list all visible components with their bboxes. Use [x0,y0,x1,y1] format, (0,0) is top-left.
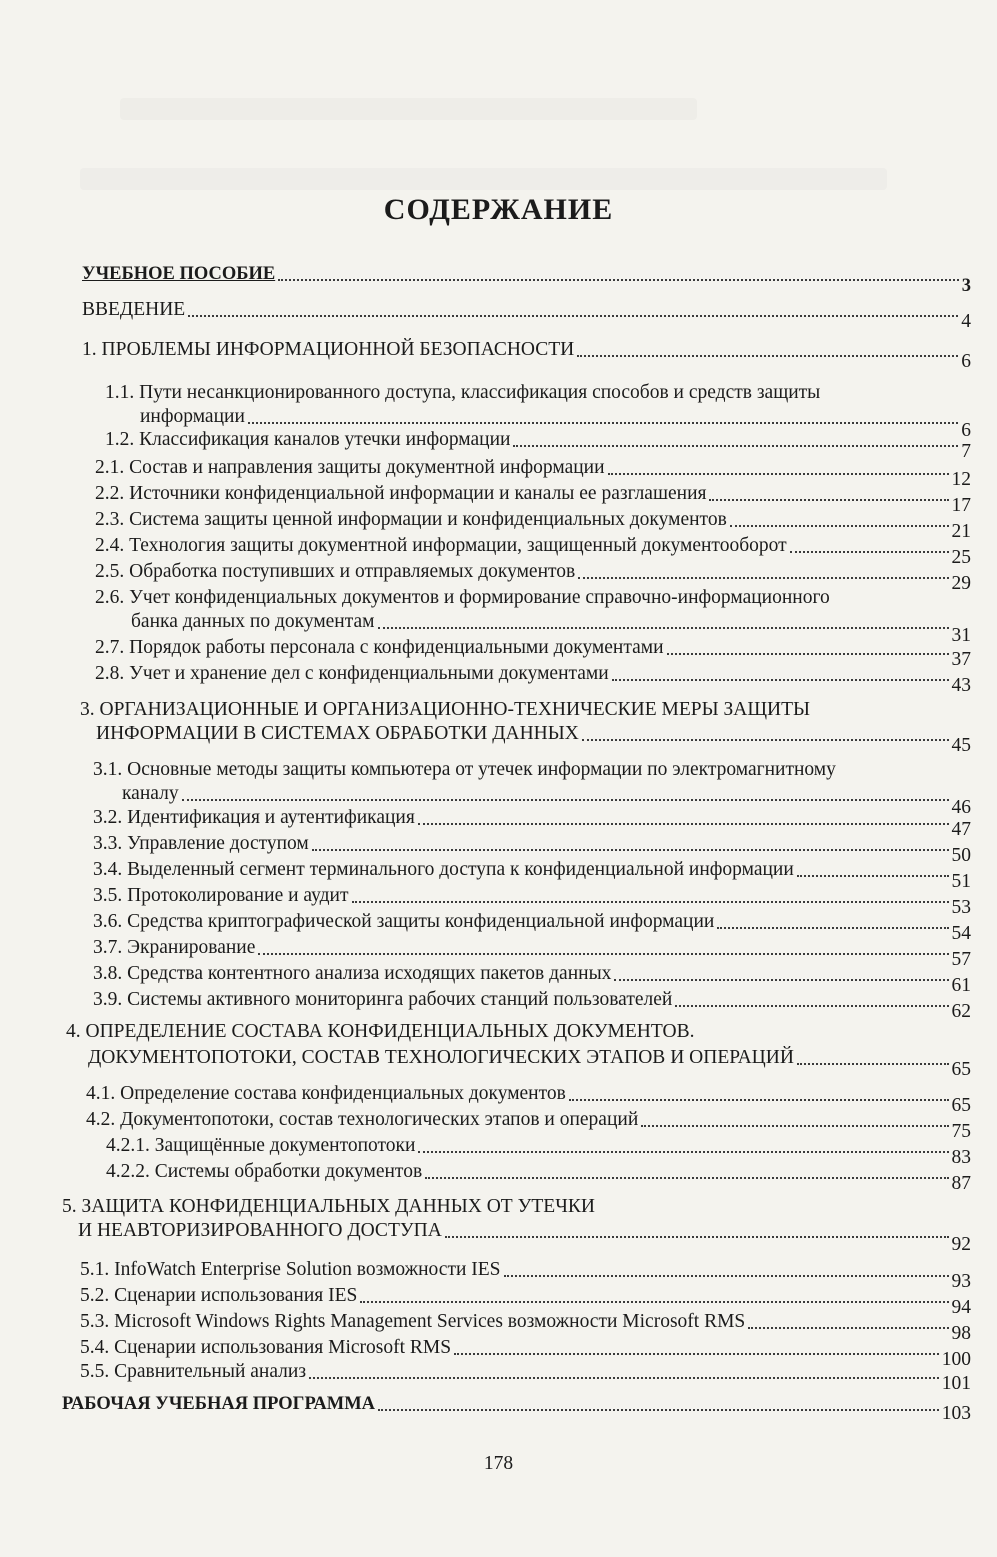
toc-entry [95,636,971,670]
toc-page-number: 4 [961,311,971,332]
toc-entry-label: 1. ПРОБЛЕМЫ ИНФОРМАЦИОННОЙ БЕЗОПАСНОСТИ [82,339,575,360]
toc-page-number: 53 [951,897,971,918]
bleed-through [80,168,887,190]
toc-entry-label: 5.2. Сценарии использования IES [80,1285,358,1306]
toc-entry-label: 2.1. Состав и направления защиты документной информации [95,457,605,478]
toc-entry-label: 4.2.1. Защищённые документопотоки [106,1135,416,1156]
toc-page-number: 83 [951,1147,971,1168]
toc-entry-label: каналу [122,783,179,804]
toc-entry-label: ВВЕДЕНИЕ [82,299,186,320]
leader-dots [641,1125,948,1127]
toc-entry [80,1284,971,1318]
toc-page-number: 47 [951,819,971,840]
toc-page-number: 7 [961,441,971,462]
toc-entry-label: 3.9. Системы активного мониторинга рабочих станций пользователей [93,989,673,1010]
toc-entry-label: 3.4. Выделенный сегмент терминального доступа к конфиденциальной информации [93,859,794,880]
toc-page-number: 100 [941,1349,971,1370]
toc-entry [93,936,971,970]
toc-entry-label: банка данных по документам [131,611,375,632]
toc-entry-label: 3. ОРГАНИЗАЦИОННЫЕ И ОРГАНИЗАЦИОННО-ТЕХНИЧЕСКИЕ МЕРЫ ЗАЩИТЫ [80,699,811,720]
toc-entry [82,338,971,372]
toc-entry-label: информации [140,406,245,427]
toc-page-number: 61 [951,975,971,996]
toc-entry-label: 5. ЗАЩИТА КОНФИДЕНЦИАЛЬНЫХ ДАННЫХ ОТ УТЕЧКИ [62,1196,595,1217]
toc-entry [80,1360,971,1394]
leader-dots [612,679,949,681]
toc-entry-label: 4. ОПРЕДЕЛЕНИЕ СОСТАВА КОНФИДЕНЦИАЛЬНЫХ ДОКУМЕНТОВ. [66,1021,695,1042]
leader-dots [188,315,958,317]
toc-entry [131,610,971,646]
toc-entry-label: 4.1. Определение состава конфиденциальных документов [86,1083,566,1104]
toc-entry [95,456,971,490]
toc-entry-label: 2.4. Технология защиты документной информации, защищенный документооборот [95,535,787,556]
leader-dots [513,445,958,447]
toc-page-number: 25 [951,547,971,568]
toc-entry-label: РАБОЧАЯ УЧЕБНАЯ ПРОГРАММА [62,1394,376,1414]
toc-entry-label: 3.1. Основные методы защиты компьютера от утечек информации по электромагнитному [93,759,836,780]
toc-page-number: 6 [961,351,971,372]
toc-entry [93,806,971,840]
toc-entry [93,858,971,892]
toc-page-number: 21 [951,521,971,542]
toc-entry [82,298,971,332]
leader-dots [352,901,949,903]
leader-dots [378,1409,939,1411]
toc-entry-label: 1.2. Классификация каналов утечки информации [105,429,511,450]
toc-page-number: 103 [941,1403,971,1424]
toc-page-number: 93 [951,1271,971,1292]
leader-dots [425,1177,948,1179]
leader-dots [360,1301,948,1303]
toc-entry-label: 3.2. Идентификация и аутентификация [93,807,415,828]
leader-dots [504,1275,949,1277]
toc-entry-label: 3.7. Экранирование [93,937,256,958]
toc-entry [93,832,971,866]
toc-entry [95,560,971,594]
toc-page-number: 45 [951,735,971,756]
toc-entry-label: 5.3. Microsoft Windows Rights Management Services возможности Microsoft RMS [80,1311,746,1332]
leader-dots [378,627,949,629]
toc-entry [95,482,971,516]
leader-dots [790,551,949,553]
toc-entry-label: ДОКУМЕНТОПОТОКИ, СОСТАВ ТЕХНОЛОГИЧЕСКИХ ЭТАПОВ И ОПЕРАЦИЙ [88,1047,794,1068]
toc-entry-label: 5.4. Сценарии использования Microsoft RMS [80,1337,452,1358]
toc-page-number: 29 [951,573,971,594]
toc-entry-label: 2.6. Учет конфиденциальных документов и формирование справочно-информационного [95,587,830,608]
toc-page-number: 92 [951,1234,971,1255]
page-number: 178 [483,1453,514,1474]
toc-entry-label: 2.3. Система защиты ценной информации и конфиденциальных документов [95,509,727,530]
toc-entry-label: ИНФОРМАЦИИ В СИСТЕМАХ ОБРАБОТКИ ДАННЫХ [96,723,579,744]
leader-dots [258,953,948,955]
leader-dots [748,1327,948,1329]
toc-entry-label: 1.1. Пути несанкционированного доступа, классификация способов и средств защиты [105,382,821,403]
leader-dots [608,473,949,475]
leader-dots [797,1063,949,1065]
leader-dots [582,739,949,741]
toc-page-number: 51 [951,871,971,892]
toc-page-number: 101 [941,1373,971,1394]
leader-dots [569,1099,949,1101]
toc-entry-label: 3.3. Управление доступом [93,833,309,854]
toc-page-number: 37 [951,649,971,670]
toc-entry-label: 2.5. Обработка поступивших и отправляемых документов [95,561,576,582]
toc-page-number: 75 [951,1121,971,1142]
toc-page-number: 43 [951,675,971,696]
toc-entry-label: 3.6. Средства криптографической защиты конфиденциальной информации [93,911,715,932]
leader-dots [577,355,958,357]
leader-dots [418,1151,948,1153]
toc-entry [82,262,971,296]
toc-page-number: 65 [951,1095,971,1116]
toc-entry [106,1134,971,1168]
toc-entry [80,1258,971,1292]
toc-entry [88,1046,971,1080]
toc-page-number: 50 [951,845,971,866]
leader-dots [182,799,949,801]
leader-dots [312,849,949,851]
toc-entry-label: И НЕАВТОРИЗИРОВАННОГО ДОСТУПА [78,1220,442,1241]
leader-dots [730,525,949,527]
toc-entry [93,962,971,996]
toc-entry [105,428,971,462]
leader-dots [578,577,948,579]
toc-page-number: 17 [951,495,971,516]
leader-dots [797,875,949,877]
toc-entry [86,1082,971,1116]
leader-dots [454,1353,939,1355]
toc-entry [122,782,971,818]
toc-entry [93,988,971,1022]
toc-entry-label: 3.5. Протоколирование и аудит [93,885,349,906]
toc-entry-label: 5.5. Сравнительный анализ [80,1361,307,1382]
toc-entry [95,534,971,568]
toc-page-number: 3 [961,276,971,296]
toc-page-number: 57 [951,949,971,970]
leader-dots [709,499,948,501]
leader-dots [675,1005,948,1007]
toc-entry [93,884,971,918]
leader-dots [667,653,949,655]
toc-entry-label: УЧЕБНОЕ ПОСОБИЕ [82,264,276,284]
toc-entry [95,508,971,542]
toc-entry-label: 4.2.2. Системы обработки документов [106,1161,423,1182]
toc-entry [80,1336,971,1370]
toc-entry [78,1219,971,1255]
leader-dots [309,1377,939,1379]
contents-title: СОДЕРЖАНИЕ [383,193,614,226]
toc-entry-label: 2.7. Порядок работы персонала с конфиденциальными документами [95,637,664,658]
toc-page-number: 54 [951,923,971,944]
toc-page-number: 62 [951,1001,971,1022]
toc-entry-label: 4.2. Документопотоки, состав технологических этапов и операций [86,1109,639,1130]
leader-dots [418,823,949,825]
toc-entry-label: 3.8. Средства контентного анализа исходящих пакетов данных [93,963,612,984]
toc-entry [106,1160,971,1194]
toc-page-number: 12 [951,469,971,490]
toc-page-number: 87 [951,1173,971,1194]
toc-entry [93,910,971,944]
toc-page-number: 6 [961,420,971,441]
toc-entry [95,662,971,696]
toc-entry-label: 2.8. Учет и хранение дел с конфиденциальными документами [95,663,609,684]
toc-entry [62,1392,971,1424]
toc-entry-label: 5.1. InfoWatch Enterprise Solution возможности IES [80,1259,501,1280]
leader-dots [717,927,948,929]
bleed-through [120,98,697,120]
toc-page-number: 98 [951,1323,971,1344]
toc-entry-label: 2.2. Источники конфиденциальной информации и каналы ее разглашения [95,483,707,504]
leader-dots [278,279,959,281]
leader-dots [614,979,948,981]
toc-entry [80,1310,971,1344]
toc-page-number: 31 [951,625,971,646]
leader-dots [248,422,958,424]
toc-page-number: 94 [951,1297,971,1318]
toc-entry [96,722,971,756]
toc-page-number: 46 [951,797,971,818]
toc-entry [86,1108,971,1142]
leader-dots [445,1236,949,1238]
toc-page-number: 65 [951,1059,971,1080]
